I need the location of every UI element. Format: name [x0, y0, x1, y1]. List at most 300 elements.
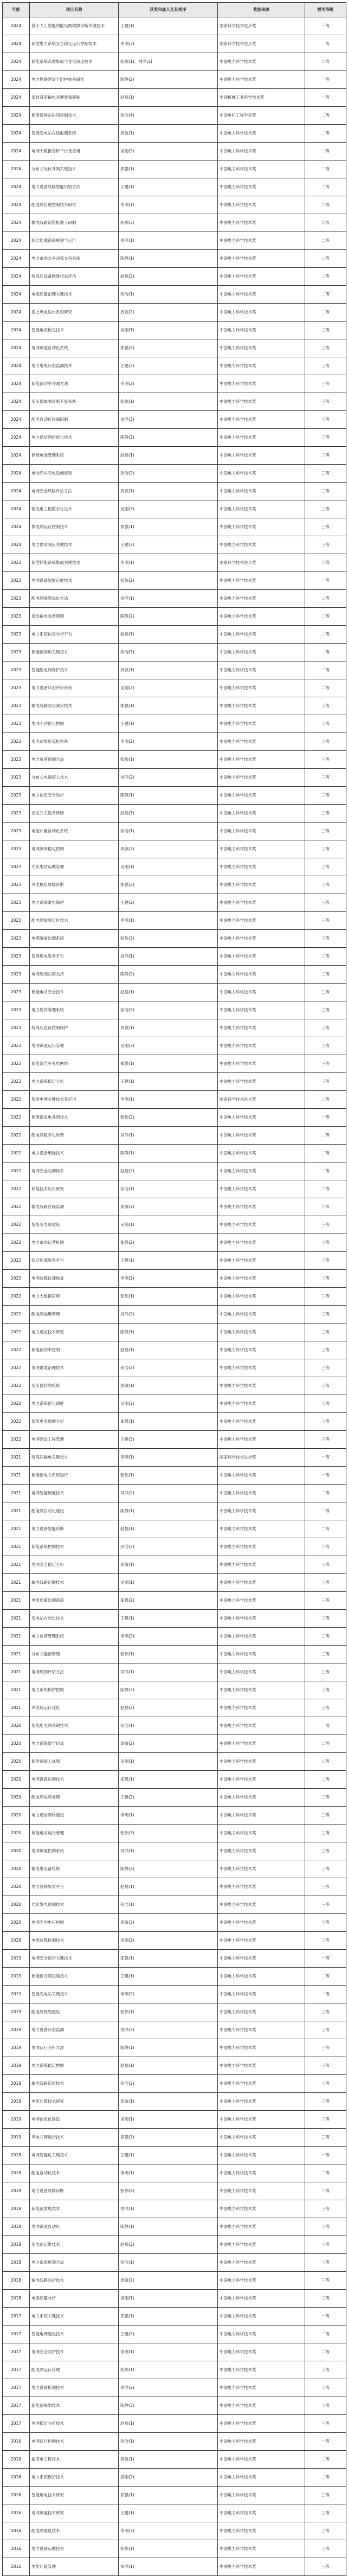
table-row [3, 286, 346, 304]
cell-year: 2022 [3, 1216, 30, 1234]
cell-winners: 郑强(3) [119, 876, 218, 894]
cell-year: 2021 [3, 1485, 30, 1502]
table-row [3, 1359, 346, 1377]
cell-project: 智能电表数据分析 [30, 1413, 119, 1431]
cell-project: 新能源并网控制技术 [30, 1968, 119, 1986]
cell-project: 电力负荷预测方法 [30, 751, 119, 769]
cell-grade: 二等 [305, 608, 346, 626]
cell-year: 2024 [3, 447, 30, 465]
cell-grade: 二等 [305, 2164, 346, 2182]
cell-project: 电力系统关键技术 [30, 2308, 119, 2326]
cell-year: 2022 [3, 1431, 30, 1449]
cell-grade: 三等 [305, 2075, 346, 2093]
cell-year: 2024 [3, 518, 30, 536]
cell-winners: 周敏(2) [119, 1735, 218, 1753]
cell-grade: 三等 [305, 1324, 346, 1341]
table-row [3, 2057, 346, 2075]
table-row [3, 1753, 346, 1771]
cell-project: 电缆故障检测技术 [30, 1932, 119, 1950]
table-row [3, 2272, 346, 2290]
table-row [3, 465, 346, 483]
cell-project: 电力系统规划方法 [30, 2254, 119, 2272]
cell-year: 2024 [3, 483, 30, 500]
cell-winners: 李明(1) [119, 2343, 218, 2361]
cell-source: 中国电力科学技术奖 [218, 1860, 305, 1878]
cell-source: 中国电力科学技术奖 [218, 160, 305, 178]
cell-year: 2024 [3, 536, 30, 554]
cell-grade: 三等 [305, 2218, 346, 2236]
cell-source: 中国电力科学技术奖 [218, 1252, 305, 1270]
cell-source: 中国电力科学技术奖 [218, 2558, 305, 2576]
cell-grade: 二等 [305, 1520, 346, 1538]
cell-project: 储能技术应用研究 [30, 1180, 119, 1198]
cell-year: 2021 [3, 1538, 30, 1556]
cell-grade: 二等 [305, 304, 346, 322]
cell-winners: 赵磊(1) [119, 1341, 218, 1359]
cell-year: 2020 [3, 1789, 30, 1807]
table-row [3, 2111, 346, 2129]
cell-year: 2023 [3, 733, 30, 751]
cell-project: 电能计量管理 [30, 2558, 119, 2576]
cell-winners: 孙浩(3) [119, 1538, 218, 1556]
cell-grade: 三等 [305, 1592, 346, 1610]
table-row [3, 2147, 346, 2164]
cell-source: 中国电力科学技术奖 [218, 984, 305, 1001]
cell-project: 电力信息安全防护 [30, 787, 119, 805]
table-row [3, 966, 346, 984]
cell-winners: 陈静(2) [119, 608, 218, 626]
cell-grade: 二等 [305, 53, 346, 71]
cell-winners: 张伟(2) [119, 1109, 218, 1127]
table-row [3, 1073, 346, 1091]
cell-winners: 赵磊(1) [119, 2415, 218, 2433]
cell-source: 中国电力科学技术奖 [218, 787, 305, 805]
table-row [3, 393, 346, 411]
cell-year: 2023 [3, 554, 30, 572]
table-row [3, 644, 346, 661]
cell-project: 智能配电网关键技术 [30, 1717, 119, 1735]
cell-year: 2020 [3, 1753, 30, 1771]
cell-source: 中国电力科学技术奖 [218, 357, 305, 375]
cell-winners: 周敏(2) [119, 2272, 218, 2290]
table-row [3, 2361, 346, 2379]
cell-project: 电网调度自动化系统 [30, 339, 119, 357]
cell-year: 2022 [3, 1359, 30, 1377]
table-row [3, 608, 346, 626]
cell-source: 中国电力科学技术奖 [218, 143, 305, 160]
cell-source: 中国电力科学技术奖 [218, 465, 305, 483]
table-row [3, 1807, 346, 1825]
table-row [3, 2021, 346, 2039]
cell-project: 智能电网建设技术 [30, 2326, 119, 2343]
cell-winners: 郑强(3) [119, 2129, 218, 2147]
cell-project: 智能变电站建设 [30, 1216, 119, 1234]
table-row [3, 429, 346, 447]
cell-grade: 三等 [305, 1431, 346, 1449]
table-row [3, 1878, 346, 1896]
table-row [3, 2558, 346, 2576]
cell-source: 中国电力科学技术奖 [218, 1574, 305, 1592]
table-row [3, 483, 346, 500]
cell-source: 国家科学技术进步奖 [218, 554, 305, 572]
cell-grade: 三等 [305, 2487, 346, 2504]
cell-winners: 王建(2) [119, 894, 218, 912]
cell-source: 中国电力科学技术奖 [218, 1950, 305, 1968]
cell-project: 输电线路防灾减灾技术 [30, 697, 119, 715]
cell-winners: 刘洋(1) [119, 2558, 218, 2576]
cell-project: 电网安全稳定分析 [30, 1556, 119, 1574]
cell-winners: 周敏(3) [119, 1198, 218, 1216]
cell-project: 输电线路巡检技术 [30, 2075, 119, 2093]
cell-grade: 三等 [305, 1932, 346, 1950]
table-row [3, 1789, 346, 1807]
cell-source: 中国电力科学技术奖 [218, 2469, 305, 2487]
cell-grade: 二等 [305, 1091, 346, 1109]
cell-source: 中国电力科学技术奖 [218, 2003, 305, 2021]
cell-project: 电力物联网安全防护体系研究 [30, 71, 119, 89]
header-winners: 获奖完成人及其排序 [119, 3, 218, 17]
cell-year: 2020 [3, 1878, 30, 1896]
cell-grade: 二等 [305, 1198, 346, 1216]
cell-winners: 刘洋(1) [119, 590, 218, 608]
cell-project: 电网建设工程管理 [30, 1431, 119, 1449]
cell-year: 2024 [3, 107, 30, 125]
cell-project: 配电网数字化转型 [30, 1127, 119, 1145]
cell-winners: 吴刚(2) [119, 143, 218, 160]
cell-grade: 三等 [305, 2522, 346, 2540]
cell-year: 2023 [3, 930, 30, 948]
cell-source: 中国电力科学技术奖 [218, 805, 305, 823]
table-row [3, 2218, 346, 2236]
cell-project: 新能源消纳关键技术 [30, 644, 119, 661]
table-body [3, 17, 346, 2576]
cell-year: 2017 [3, 2308, 30, 2326]
cell-grade: 一等 [305, 71, 346, 89]
cell-winners: 李明(1) [119, 196, 218, 214]
cell-source: 中国电力科学技术奖 [218, 572, 305, 590]
cell-project: 电网规划评估方法 [30, 1663, 119, 1681]
cell-year: 2022 [3, 1162, 30, 1180]
table-row [3, 2522, 346, 2540]
cell-winners: 郑强(2) [119, 1234, 218, 1252]
table-row [3, 1145, 346, 1162]
table-row [3, 697, 346, 715]
cell-grade: 三等 [305, 1019, 346, 1037]
table-row [3, 1932, 346, 1950]
table-row [3, 2308, 346, 2326]
cell-year: 2022 [3, 1234, 30, 1252]
cell-grade: 二等 [305, 268, 346, 286]
cell-winners: 王建(2) [119, 357, 218, 375]
cell-grade: 三等 [305, 840, 346, 858]
cell-year: 2020 [3, 1860, 30, 1878]
cell-winners: 刘洋(2) [119, 769, 218, 787]
table-row [3, 1896, 346, 1914]
table-row [3, 1574, 346, 1592]
cell-grade: 一等 [305, 1717, 346, 1735]
cell-project: 电网安全防护技术 [30, 2343, 119, 2361]
cell-project: 电力负荷管理系统 [30, 1628, 119, 1646]
table-row [3, 89, 346, 107]
cell-winners: 刘洋(2) [119, 2379, 218, 2397]
cell-source: 中国电力科学技术奖 [218, 1699, 305, 1717]
cell-project: 电力设备状态监测 [30, 2021, 119, 2039]
cell-project: 电能计量技术研究 [30, 2093, 119, 2111]
cell-source: 中国电力科学技术奖 [218, 1878, 305, 1896]
cell-source: 中国电力科学技术奖 [218, 2451, 305, 2469]
cell-project: 电力营销服务平台 [30, 1878, 119, 1896]
cell-grade: 三等 [305, 2397, 346, 2415]
table-row [3, 679, 346, 697]
cell-source: 中国电力科学技术奖 [218, 411, 305, 429]
cell-grade: 二等 [305, 2182, 346, 2200]
cell-winners: 吴刚(3) [119, 1037, 218, 1055]
cell-year: 2017 [3, 2415, 30, 2433]
cell-year: 2024 [3, 357, 30, 375]
cell-year: 2019 [3, 1950, 30, 1968]
cell-project: 新能源发电技术 [30, 2200, 119, 2218]
cell-year: 2016 [3, 2433, 30, 2451]
cell-year: 2022 [3, 1324, 30, 1341]
cell-grade: 二等 [305, 2469, 346, 2487]
cell-source: 中国电力科学技术奖 [218, 2021, 305, 2039]
cell-year: 2021 [3, 1610, 30, 1628]
cell-source: 中国电力科学技术奖 [218, 518, 305, 536]
cell-winners: 赵磊(1) [119, 1878, 218, 1896]
cell-year: 2018 [3, 2236, 30, 2254]
table-row [3, 2290, 346, 2308]
cell-source: 中国电力科学技术奖 [218, 2147, 305, 2164]
table-row [3, 2003, 346, 2021]
table-row [3, 2469, 346, 2487]
cell-project: 电力需求响应关键技术 [30, 536, 119, 554]
table-row [3, 375, 346, 393]
cell-source: 中国电力科学技术奖 [218, 1628, 305, 1646]
cell-source: 中国电力科学技术奖 [218, 1467, 305, 1485]
cell-grade: 三等 [305, 375, 346, 393]
cell-project: 新型储能系统集成关键技术 [30, 554, 119, 572]
cell-year: 2021 [3, 1592, 30, 1610]
cell-project: 输电线路运维技术 [30, 1574, 119, 1592]
cell-year: 2024 [3, 393, 30, 411]
cell-winners: 王建(1) [119, 2504, 218, 2522]
cell-source: 中国电力科学技术奖 [218, 1127, 305, 1145]
table-row [3, 2451, 346, 2469]
cell-grade: 二等 [305, 178, 346, 196]
cell-source: 中国电力科学技术奖 [218, 1825, 305, 1842]
cell-source: 中国电力科学技术奖 [218, 1109, 305, 1127]
cell-source: 中国电力科学技术奖 [218, 2433, 305, 2451]
cell-winners: 周敏(3) [119, 1914, 218, 1932]
header-project: 项目名称 [30, 3, 119, 17]
cell-year: 2024 [3, 465, 30, 483]
cell-winners: 王建(3) [119, 536, 218, 554]
table-row [3, 1252, 346, 1270]
cell-year: 2021 [3, 1574, 30, 1592]
cell-year: 2024 [3, 53, 30, 71]
cell-year: 2024 [3, 214, 30, 232]
table-row [3, 2326, 346, 2343]
cell-winners: 赵磊(1) [119, 1520, 218, 1538]
cell-grade: 一等 [305, 2147, 346, 2164]
cell-grade: 三等 [305, 1234, 346, 1252]
cell-grade: 三等 [305, 2290, 346, 2308]
cell-grade: 三等 [305, 339, 346, 357]
cell-grade: 三等 [305, 1288, 346, 1306]
cell-winners: 李明(1) [119, 2164, 218, 2182]
cell-year: 2024 [3, 286, 30, 304]
cell-project: 电动汽车充电设施规划 [30, 465, 119, 483]
cell-year: 2023 [3, 966, 30, 984]
cell-grade: 三等 [305, 500, 346, 518]
table-row [3, 2164, 346, 2182]
cell-year: 2022 [3, 1306, 30, 1324]
cell-winners: 陈静(3) [119, 429, 218, 447]
table-row [3, 894, 346, 912]
cell-year: 2023 [3, 644, 30, 661]
table-row [3, 1413, 346, 1431]
cell-grade: 三等 [305, 1556, 346, 1574]
cell-grade: 二等 [305, 2343, 346, 2361]
cell-year: 2016 [3, 2522, 30, 2540]
cell-year: 2021 [3, 1520, 30, 1538]
table-row [3, 1216, 346, 1234]
cell-grade: 三等 [305, 1001, 346, 1019]
cell-grade: 三等 [305, 322, 346, 339]
cell-winners: 孙浩(2) [119, 1359, 218, 1377]
cell-source: 中国电力科学技术奖 [218, 769, 305, 787]
cell-source: 中国电力科学技术奖 [218, 1306, 305, 1324]
cell-source: 中国电力科学技术奖 [218, 876, 305, 894]
cell-source: 中国电力科学技术奖 [218, 1216, 305, 1234]
cell-grade: 三等 [305, 2129, 346, 2147]
cell-project: 电力市场运营机制 [30, 1234, 119, 1252]
cell-grade: 三等 [305, 1646, 346, 1663]
cell-grade: 三等 [305, 1359, 346, 1377]
cell-source: 中国电力科学技术奖 [218, 912, 305, 930]
cell-winners: 吴刚(1) [119, 2111, 218, 2129]
cell-project: 电网频率稳定控制 [30, 840, 119, 858]
cell-winners: 孙浩(3) [119, 644, 218, 661]
cell-winners: 李明(1) [119, 1091, 218, 1109]
cell-source: 中国电力科学技术奖 [218, 1234, 305, 1252]
cell-source: 中国电力科学技术奖 [218, 2487, 305, 2504]
cell-project: 输变电设备检修 [30, 1860, 119, 1878]
cell-project: 电力系统保护技术 [30, 2469, 119, 2487]
cell-grade: 二等 [305, 250, 346, 268]
cell-grade: 一等 [305, 1449, 346, 1467]
cell-project: 电网安全防御体系 [30, 1162, 119, 1180]
cell-project: 光伏电站运维管理 [30, 858, 119, 876]
cell-winners: 周敏(2) [119, 304, 218, 322]
cell-grade: 二等 [305, 196, 346, 214]
table-row [3, 2200, 346, 2218]
cell-source: 中国电力科学技术奖 [218, 1485, 305, 1502]
cell-year: 2020 [3, 1896, 30, 1914]
cell-grade: 一等 [305, 35, 346, 53]
cell-year: 2023 [3, 661, 30, 679]
cell-project: 电网安全运行关键技术 [30, 1950, 119, 1968]
cell-grade: 三等 [305, 1628, 346, 1646]
cell-grade: 三等 [305, 912, 346, 930]
cell-grade: 三等 [305, 948, 346, 966]
cell-grade: 三等 [305, 1789, 346, 1807]
cell-winners: 孙浩(2) [119, 2075, 218, 2093]
cell-project: 输电线路防护技术 [30, 2272, 119, 2290]
table-row [3, 2129, 346, 2147]
cell-winners: 刘洋(3) [119, 411, 218, 429]
cell-project: 变压器状态检修 [30, 1377, 119, 1395]
cell-source: 中国电力科学技术奖 [218, 1359, 305, 1377]
cell-year: 2023 [3, 715, 30, 733]
cell-winners: 孙浩(1) [119, 1717, 218, 1735]
cell-source: 中国电力科学技术奖 [218, 2075, 305, 2093]
cell-grade: 三等 [305, 2254, 346, 2272]
cell-winners: 张伟(1) [119, 2540, 218, 2558]
cell-winners: 郑强(1) [119, 160, 218, 178]
cell-grade: 三等 [305, 1055, 346, 1073]
cell-source: 中国电力科学技术奖 [218, 1073, 305, 1091]
cell-source: 中国电力科学技术奖 [218, 250, 305, 268]
cell-grade: 三等 [305, 1663, 346, 1681]
cell-grade: 三等 [305, 536, 346, 554]
cell-source: 中国电力科学技术奖 [218, 2272, 305, 2290]
cell-winners: 赵磊(1) [119, 626, 218, 644]
table-row [3, 1699, 346, 1717]
cell-source: 中国电力科学技术奖 [218, 1502, 305, 1520]
cell-winners: 刘洋(2) [119, 1485, 218, 1502]
cell-winners: 吴刚(1) [119, 1574, 218, 1592]
table-row [3, 1735, 346, 1753]
cell-winners: 周敏(1) [119, 2093, 218, 2111]
cell-source: 中国电力科学技术奖 [218, 1162, 305, 1180]
cell-winners: 陈静(1) [119, 1145, 218, 1162]
table-row [3, 2504, 346, 2522]
cell-project: 配电自动化终端研制 [30, 411, 119, 429]
cell-source: 中国电力科学技术奖 [218, 2093, 305, 2111]
cell-grade: 一等 [305, 1950, 346, 1968]
table-row [3, 500, 346, 518]
cell-source: 中国电力科学技术奖 [218, 322, 305, 339]
cell-year: 2020 [3, 1771, 30, 1789]
cell-grade: 二等 [305, 679, 346, 697]
table-row [3, 912, 346, 930]
cell-year: 2021 [3, 1699, 30, 1717]
cell-project: 配电网自愈控制技术研究 [30, 196, 119, 214]
cell-source: 中国电力科学技术奖 [218, 2218, 305, 2236]
cell-year: 2023 [3, 984, 30, 1001]
cell-project: 海上风电送出系统研究 [30, 304, 119, 322]
table-row [3, 1914, 346, 1932]
cell-grade: 二等 [305, 1735, 346, 1753]
cell-source: 中国电力科学技术奖 [218, 1001, 305, 1019]
cell-source: 中国电力科学技术奖 [218, 2200, 305, 2218]
cell-year: 2023 [3, 697, 30, 715]
cell-winners: 王建(2) [119, 2326, 218, 2343]
cell-year: 2019 [3, 1968, 30, 1986]
cell-grade: 三等 [305, 823, 346, 840]
cell-project: 柔性输电装备研制 [30, 608, 119, 626]
cell-winners: 陈静(1) [119, 2039, 218, 2057]
cell-grade: 三等 [305, 518, 346, 536]
cell-source: 中国电力科学技术奖 [218, 2379, 305, 2397]
table-row [3, 232, 346, 250]
cell-source: 中国电机工程学会奖 [218, 107, 305, 125]
cell-year: 2022 [3, 1109, 30, 1127]
cell-project: 配电网故障定位技术 [30, 912, 119, 930]
cell-project: 基于人工智能的配电网故障诊断关键技术 [30, 17, 119, 35]
cell-winners: 王建(2) [119, 1789, 218, 1807]
